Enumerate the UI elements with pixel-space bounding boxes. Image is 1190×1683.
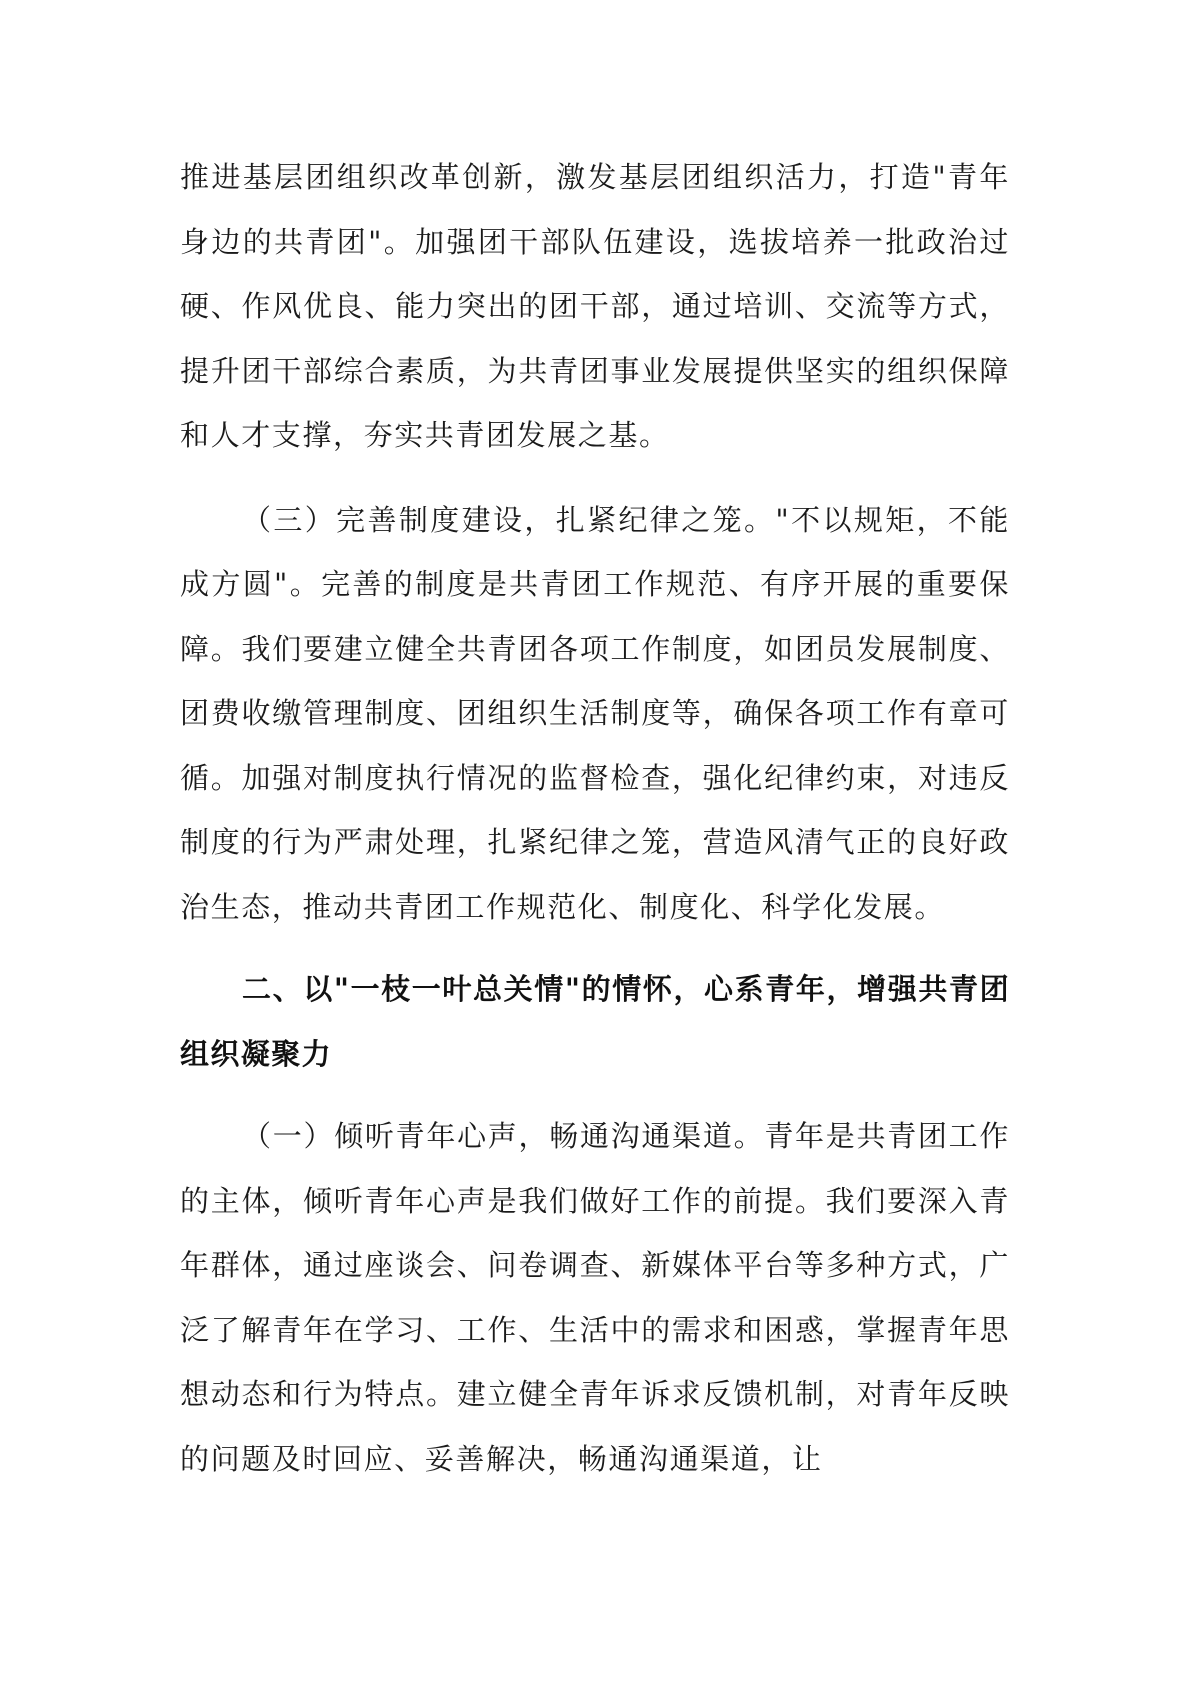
section-heading-two: 二、以"一枝一叶总关情"的情怀，心系青年，增强共青团组织凝聚力 xyxy=(180,972,1010,1071)
paragraph-listen-to-youth: （一）倾听青年心声，畅通沟通渠道。青年是共青团工作的主体，倾听青年心声是我们做好工作的前提。我们要深入青年群体，通过座谈会、问卷调查、新媒体平台等多种方式，广泛了解青年在学习、工作、生活中的需求和困惑，掌握青年思想动态和行为特点。建立健全青年诉求反馈机制，对青年反映的问题及时回应、妥善解决，畅通沟通渠道，让 xyxy=(180,1119,1010,1476)
paragraph-continuation: 推进基层团组织改革创新，激发基层团组织活力，打造"青年身边的共青团"。加强团干部队伍建设，选拔培养一批政治过硬、作风优良、能力突出的团干部，通过培训、交流等方式，提升团干部综合素质，为共青团事业发展提供坚实的组织保障和人才支撑，夯实共青团发展之基。 xyxy=(180,160,1010,452)
document-body xyxy=(180,145,1010,1491)
paragraph-institution-building: （三）完善制度建设，扎紧纪律之笼。"不以规矩，不能成方圆"。完善的制度是共青团工作规范、有序开展的重要保障。我们要建立健全共青团各项工作制度，如团员发展制度、团费收缴管理制度、团组织生活制度等，确保各项工作有章可循。加强对制度执行情况的监督检查，强化纪律约束，对违反制度的行为严肃处理，扎紧纪律之笼，营造风清气正的良好政治生态，推动共青团工作规范化、制度化、科学化发展。 xyxy=(180,502,1010,924)
